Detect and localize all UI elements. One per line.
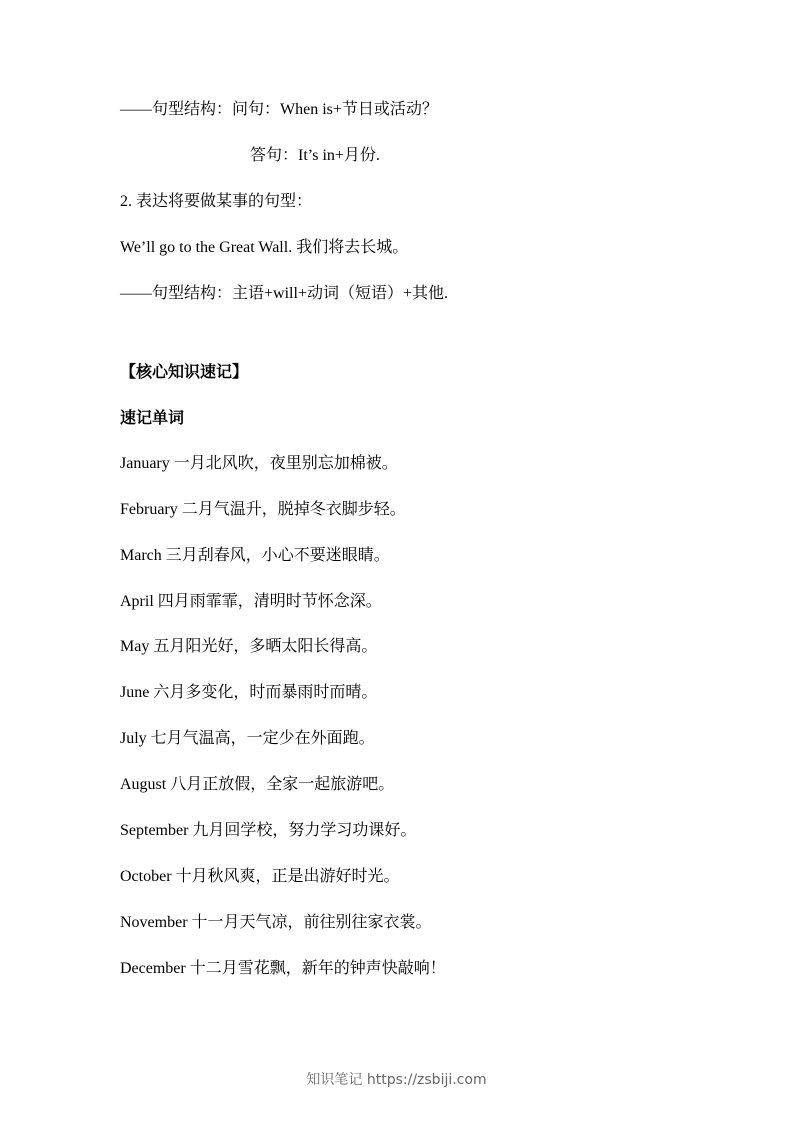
subsection-title: 速记单词 xyxy=(120,408,185,427)
month-rhyme-may: May 五月阳光好，多晒太阳长得高。 xyxy=(120,638,378,655)
sentence-structure-will: ——句型结构：主语+will+动词（短语）+其他. xyxy=(120,285,448,302)
month-rhyme-june: June 六月多变化，时而暴雨时而晴。 xyxy=(120,684,378,701)
sentence-structure-answer: 答句：It’s in+月份. xyxy=(250,147,380,164)
month-rhyme-march: March 三月刮春风，小心不要迷眼睛。 xyxy=(120,547,390,564)
month-rhyme-october: October 十月秋风爽，正是出游好时光。 xyxy=(120,868,400,885)
month-rhyme-december: December 十二月雪花飘，新年的钟声快敲响！ xyxy=(120,960,446,977)
footer-watermark: 知识笔记 https://zsbiji.com xyxy=(306,1072,487,1088)
month-rhyme-february: February 二月气温升，脱掉冬衣脚步轻。 xyxy=(120,501,406,518)
section-title: 【核心知识速记】 xyxy=(120,362,249,381)
month-rhyme-august: August 八月正放假，全家一起旅游吧。 xyxy=(120,776,395,793)
month-rhyme-january: January 一月北风吹，夜里别忘加棉被。 xyxy=(120,455,398,472)
month-rhyme-november: November 十一月天气凉，前往别往家衣裳。 xyxy=(120,914,432,931)
sentence-structure-question: ——句型结构：问句：When is+节日或活动？ xyxy=(120,101,438,118)
month-rhyme-september: September 九月回学校，努力学习功课好。 xyxy=(120,822,417,839)
point-2-title: 2. 表达将要做某事的句型： xyxy=(120,193,313,210)
month-rhyme-july: July 七月气温高，一定少在外面跑。 xyxy=(120,730,375,747)
example-sentence: We’ll go to the Great Wall. 我们将去长城。 xyxy=(120,239,409,256)
month-rhyme-april: April 四月雨霏霏，清明时节怀念深。 xyxy=(120,593,382,610)
